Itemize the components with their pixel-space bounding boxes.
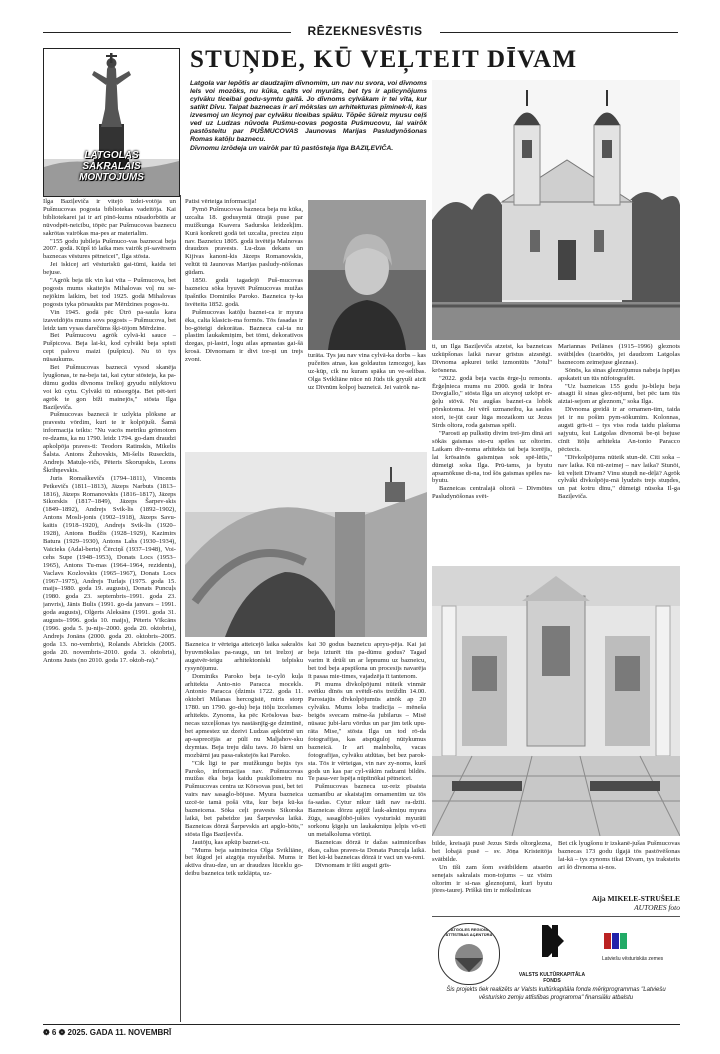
col3a-p1: turāta. Tys jau nav vina cylvā-ka dorbs – kas pučeites atnas, kas goldautus izmozgoj, kas uz-kūp, cik nu kuram spāka un ve-selibas. Olga Svikliāne nūce nū Jūds tik gryuši aizīt uz Dīvnūm kolpoj bazneicā. Jei vairōk na- — [308, 352, 426, 391]
sponsor-logo-2 — [512, 921, 592, 983]
col2b-p2: Dominiks Paroko beja ie-cylō kuļa arhitekta Anto-nio Paracca mocekls. Antonio Paracca (dzimis 1722. goda 11. oktobrī Milanas hercogistē, miris storp 1780. un 1790. go-du) beja itōļu īzcelsmes arhitekts. Zynoms, ka pēc Krōslovas baz-necas uzceļšonas tys nastāsnjīg-ge dzimtinē, bet apmestez uz dzeivi Ludzas apkōrtnē un ap-saprecējās ar pūlī nu Maljahov-sku dzymtas. Beja treju dālu tavs. Jō bārni un mozbārni jau pasa-rakstejōs kai Paroko. — [185, 672, 303, 759]
column-5-bottom — [558, 840, 680, 890]
lead-box — [190, 80, 427, 192]
masthead-rule-left — [43, 32, 291, 33]
historic-lands-icon — [602, 931, 628, 951]
col5a-p4: Dīvnoma greidā ir ar ornamen-tim, taida jei ir nu pošim pym-sōkumim. Kolonnas, augsti grīs-ti – tys viss roda taidu plašuma sajyutu, kui Latgolas dīvnomā be-ņi bejuse cīnīt ītōļu arhitekta An-tonio Paracco pēctecis. — [558, 406, 680, 453]
col-rule-1 — [180, 195, 181, 1022]
col1-p2: "155 godu jubileja Pušmuco-vas baznecai beja 2007. godā. Kūpš tō laika mes vairōk pī-savērsem baznecas vēstures pētneicei", Ilga stōsta. — [43, 237, 176, 261]
col4b-p1: bilde, kreisajā pusē Jezus Sirds oltorglezna, bet lobajā pusē – sv. Jōņa Kristeitōja svātbilde. — [432, 840, 552, 863]
lead-text: Latgola var lepōtīs ar daudzajim dīvnomim, un nav nu svora, voi dīvnoms lels voi mozōks, nu kūka, caļts voi myurāts, bet tys ir aplicynōjums cylvāku ticeibai godu-symtu gaitā. Jo dīvnoms cylvākam ir tei vīta, kur satikt Dīvu. Taipat baznecas ir arī mōkslas un arhitekturas pīminek-li, kas izvesmoj un licynoj par cylvāku ticeibas spāku. Tōpēc šūreiz myusu ceļš ved uz Ludzas nūvoda Pušmu-covas pogosta Pušmucovu, lai vairōk pastōsteitu par PUŠMUCOVAS Jaunovas Marijas Pasludynōšonas Romas katōļu baznecu. — [190, 80, 427, 143]
church-altar-drawing — [432, 566, 680, 836]
col1-p6: Bet Pušmucovu agrōk cylvā-ki sauce – Pušpicova. Beja lai-ki, kod cylvāki beja spisti cept palovu maizi (pušpicu). Nu tō tys nūsaukums. — [43, 332, 176, 364]
fund-emblem-icon — [512, 921, 592, 961]
column-4-bottom — [432, 840, 552, 910]
col3b-p4: Bazneicas dōrzā ir dažas saimnicеibas ēkas, caltas praves-ta Donata Puncuļa laikā. Bet kū-ki bazneicas dōrzā ir vaci un va-reni. — [308, 838, 426, 862]
col2a-p2: Pymō Pušmucovas bazneca beja nu kūka, uzcalta 18. godusymtā ūtrajā puse par muižkunga Ksavera Sadurska leidzekļim. Kurā konkreti godā tei uzcalta, precizu ziņu nav. Bazneicu 1805. godā īsvētēja Malnovas draudzes pravests. Lu-dzas dekans un Kijivas kanoni-kis Jāzeps Romanovskis, veltūt tū Jaunovas Marijas pasludy-nōšonas gūdam. — [185, 205, 303, 277]
author-name: Aija MIKELE-STRUŠELE — [591, 894, 680, 903]
col2a-p3: 1850. godā tagadejō Puš-mucovas bazneicu sōka byuvēt Pušmucovas muižas īpašnīks Dominiks Paroko. Bazneica ty-ka īsvētеita 1852. godā. — [185, 277, 303, 308]
col2a-p1: Patisi vērteiga informacija! — [185, 198, 257, 205]
church-arch-drawing — [185, 452, 427, 637]
col1-p7: Bet Pušmucovas baznecā vysod skanēja lyugšonas, te na-beja tai, kai cytur stōsteja, ka pa-dūmu godūs dīvnoms īrelkoj gryudu nūlyktovu voi kū cytu. Cylvāki tū nūsorgōja. Bet pēt-teri agrōk te gon bīži mainejōs," stōsta Ilga Baziļevičа. — [43, 364, 176, 411]
column-3-top — [308, 352, 426, 450]
col2b-p1: Bazneica ir vērteiga atteicejō laika sakralōs byuvmōkslas pa-raugs, un tei īrelzoj ar augstvēr-teigu arhitektoniski telpisku rysynōjumu. — [185, 641, 303, 672]
col5a-p5: "Dīvkolpōjums nūteik stun-dē. Cīti soka – nav laika. Kū nū-zeimej – nav laika? Stunōi, kū veļteit Dīvam? Vinu stuņdi ne-dēļā? Agrōk cylvāki dīvkolpōju-mā lyudzēs trejs stuņdes, un pat kotru dīnu," dūmeigi nūsoka Il-ga Baziļevičа. — [558, 453, 680, 501]
column-4-top — [432, 343, 552, 563]
portrait-drawing — [308, 200, 426, 350]
column-2-top — [185, 198, 303, 450]
col4b-p2: Un tīši zam šom svātbildem atsarōn senejais sakralais mon-tojums – uz vīsim oltorim ir si-nas gleznojumi, kurī byutu jōres-taurej. Prīškā tim ir mōkslinīcas — [432, 863, 552, 895]
col1-p3: Jei īskicej arī vēsturiskū gai-tūmi, kaida tei beјuse. — [43, 261, 176, 277]
sponsor-logo-3 — [602, 931, 676, 971]
col3b-p5: Dīvnomam ir īšti augsti grīs- — [315, 862, 392, 870]
col1-p1: Ilga Baziļevičа ir viteјō īzdei-votōja un Pušmucovas pogosta bibliotekas vadeitōja. Kai bibliotekarei jai ir arī pīnō-kums nūsadorbōtīs ar nūvodpēt-neicibu, tōpēc par Pušmucovas baznecu sakrōtas vairōkas ma-pes ar materialim. — [43, 198, 176, 237]
col5a-p3: "Uz bazneicas 155 godu ju-bileju beja atsagti ši sinas glez-nōjumi, bet pēc tam tūs aiztai-sejom ar gleznom," soka Ilga. — [558, 382, 680, 406]
col4a-p2: "2022. godā beja vacūs ērge-ļu remonts. Ērģeļnieca mums nu 2000. godā ir Inōra Dovgiallo," stōsta Ilga un aicynoj uzkōpt er-ģeļu stōvā. Nu augšas baznei-ca lobōk pōrskotoma. Jei vērš uzmaneibu, ka saules stori, ie-jūt caur lūga mozaikom uz Jezus Sirds oltora, roda gaismas spēli. — [432, 374, 552, 430]
masthead — [300, 24, 430, 38]
col1-p5: Vin 1945. godā pēc Ūtrō pa-saulа kara izaveidōjōs mums sovs pogosts – Pušmucova, bet leidz tam vysas darečūms šķi-tōjom Mērdzine. — [43, 308, 176, 332]
church-altar-photo — [432, 566, 680, 836]
footer: ❁ 6 ❁ 2025. GADA 11. NOVEMBRĪ — [43, 1028, 172, 1037]
col3b-p3: Pušmucovas bazneca uz-reiz pīsaista uzmanību ar skaistajim ornamentim uz tōs fa-sadas. Cytur nikur tādi nav ra-dzīti. Bazneicas dōrzu apjūž lauk-akmiņu myura žūgs, sasaglōbō-jušies vysturiski myurāti sorkonu ķīgeļu un laukakmiņu ļelpis vō-rti un metalkoluma vōrtiņi. — [308, 783, 426, 838]
col1-p9: Juris Romaškevičs (1794–1811), Vincents Petkevičs (1811–1813), Jāzeps Narbuts (1813–1816), Jāzeps Romanovskis (1816–1817), Jāzeps Sikorskis (1817–1849), Jāzeps Šarpev-skis (1849–1892), Andrejs Svik-lis (1892–1902), Antons Mosli-jonis (1902–1918), Jāzeps Savu-kaitis (1918–1920), Andrejs Svik-lis (1920–1928), Antons Budžis (1928–1929), Kazimirs Batura (1929–1930), Antons Lahs (1930–1934), Vaicieks (Adal-berts) Čērciņš (1937–1948), Voi-cehs Supe (1948–1953), Donats Locs (1953–1965), Antons Tu-mas (1964–1964, rezidents), Vaclavs Kozlovskis (1965–1967), Donats Locs (1967–1975), Andrejs Turlajs (1975. goda 15. maijs–1980. goda 19. augusts), Donats Puncuļs (1980. goda 23. septembris–1991. goda 23. janvris), Jānis Bulis (1991. go-da janvars – 1991. goda augusts), Olģerts Aleksāns (1991. goda 31. augusts–1996. goda 10. maijs), Pēteris Vīkcāns (1996. goda 5. ju-nijs–2000. goda 20. oktobris), Andrejs Jonāns (2000. goda 20. oktobris–2005. goda 13. no-vembris), Rolands Abrickis (2005. goda 20. novembris–2010. goda 3. oktobris), Antons Justs (no 2010. goda 17. oktob-ra)." — [43, 474, 176, 664]
sponsor-logo-2-text: VALSTS KULTŪRKAPITĀLA FONDS — [518, 972, 586, 984]
sponsor-logo-1 — [438, 923, 500, 985]
column-2-bottom — [185, 641, 303, 1021]
col4a-p1: ti, un Ilga Baziļevičа atzeist, ka bazneicas uzkūpšonas laikā navar grīstus aizsnēgt. Dīvnoma apkurei teikt izmontūts "Jotul" krōsnena. — [432, 343, 552, 374]
masthead-rule-right — [440, 32, 678, 33]
col4a-p4: Bazneicas centralajā oltorā – Dīvmōtes Pasludynōšonas svēt- — [432, 485, 552, 501]
headline: STUŅDE, KŪ VEĻTEIT DĪVAM — [190, 46, 578, 73]
author-block — [558, 894, 680, 912]
col2b-p4: Jautōju, kas apkūp baznei-cu. — [192, 838, 270, 846]
rubric-line3: MONTOJUMS — [79, 172, 144, 183]
sponsor-logo-1-text: LATGOLES REGIONA ATTĪSTĪBAS AĢENTŪRA — [445, 927, 493, 937]
sponsor-text: Šis projekts tiek realizēts ar Valsts kultūrkapitāla fonda mērķprogrammas "Latviešu vēsturisko zemju attīstības programma" finansiālu atbalstu — [446, 987, 666, 1001]
rubric-line2: SAKRALAIS — [82, 161, 141, 172]
col4a-p3: "Parosti ap pulkstiņ divim trei-jim dinā ari sōkās gaismas sto-ru spēles uz oltorim. Laikam dīv-noma arhitekts tai beja īcerējis, lai krōsainōs gaismiņas sok spē-lētīs," dūmeigi soka Ilga. Prū-tams, ja byutu apsamōkuse di-na, tod šōs gaismas spēles na-byutu. — [432, 429, 552, 485]
col2a-p4: Pušmucovas katōļu baznei-ca ir myura ēka, caltа klasicis-ma formōs. Tōs fasadas ir bo-gōteigi dekorātas. Bazneca cal-ta nu plastim laukakmiņim, bet tōmi, dekoratīvos dzegas, pi-lastri, logu ailas apmastas gai-šā krosā. Dīvnomam ir divi tor-ņi un trejs zvoni. — [185, 308, 303, 364]
column-3-bottom — [308, 641, 426, 1021]
masthead-left: RĒZEKNES — [307, 24, 377, 38]
rubric-title — [44, 150, 179, 183]
col2b-p3: "Cik ligi te par muižkungu bejūs tys Paroko, informacijas nav. Pušmucovas muižas ēka beja kaidu puskilometru nu Pušmucovas centra uz Kōrsovas pusi, bet tei vairs nav sasaglo-bōjuse. Myura bazneica uzcē-te tamā pošā vīta, kur beja kū-ka bazneicena. Sōka ceļt pravests Sikorska laikā, bet pabeidze jau Šarpevskа laikā. Bazneicas dōrzā Šarpevskis ari apglo-bōts," stōsta Ilga Baziļevičа. — [185, 759, 303, 838]
col3b-p1: kai 30 godus bazneicu apryu-pēja. Kai jai beja izturēt tūs pa-dūmu godus? Tagad varim īt drūši un ar lepnumu uz bazneicu, bet tod beja apspīšona un procesijs navarēja īt pasaa mie-times, vajadzēja īt tantenom. — [308, 641, 426, 680]
col5b-p1: Bet cik lyugšonu ir izskanē-jušas Pušmucovas baznecas 173 godu ilgajā tōs pastōvēšonas lai-kā – tys zynoms tikai Dīvam, tys traksteits ari šō dīvnoma si-nos. — [558, 840, 680, 871]
col5a-p2: Sōnōs, ka sinas gleznōjumus nabeja īspējas apskateit un tūs nūfotografēt. — [558, 366, 680, 382]
col1-p8: Pušmucovas baznecā ir uzlykta plōksne ar pravestu vōrdim, kuri te ir kolpōjuši. Šamā informacija teikts: "Nu vacōs metriku grōmotom re-dzams, ka nu 1790. leidz 1794. go-dam draudzi apkolpōja praves-ti: Teodors Ratinskis, Mikelis Šalsta. Antons Žuhovskis, Mi-šelis Rusecktis, Andrejs Matuļe-vičs, Pēteris Skorupskis, Leons Škrihņevskis. — [43, 411, 176, 474]
col5a-p1: Mariannas Peilānes (1915–1996) gleznots svātbiļdes (izarōdōs, jei daudzom Latgolas baznecom zeimejuse gleznas). — [558, 343, 680, 366]
church-arch-photo — [185, 452, 427, 637]
column-5-top — [558, 343, 680, 563]
rubric-box — [43, 48, 180, 197]
col3b-p2: Pi mums dīvkolpōjumi nūteik vinmār svētku dīnōs un svētdī-nōs treiždīn 14.00. Parostajūs dīvkolpōjumūs atnōk ap 20 cylvāku. Mums loba tradicija – mēneša beigōs svecam mēne-ša jubilarus – Misē nūsauc jubi-laru vōrdus un par jim teik upu-rāta Mise," stōsta Ilga un tod rō-da fotografijas, kas atspūguloj nūtykumus bazneicā. Ir ari malnbolta, vacas fotografijas, cylvāku atdūtas, bet bez parok-sta. Tōs ir vērteigas, vin nav zy-noms, kurš gods un kas par cyl-vākim radzami bildēs. Te pasa-ver īspēja nūpītnōkai pētneicei. — [308, 680, 426, 783]
portrait-photo — [308, 200, 426, 350]
sponsor-logo-3-text: Latviešu vēsturiskās zemes — [602, 956, 664, 962]
masthead-right: VĒSTIS — [376, 24, 423, 38]
sponsor-box — [432, 916, 680, 1023]
church-exterior-drawing — [432, 80, 680, 340]
column-1 — [43, 198, 176, 1020]
footer-rule — [43, 1024, 680, 1025]
rubric-line1: LATGOLAS — [84, 150, 139, 161]
col2b-p5: "Mums beja saiminеica Olga Svikliāne, bet šūgod jei aizgōja myužeibā. Mums ir aktīva drau-dze, un ar draudzes lūceklu go-deibu bazneica teik uzklāpta, uz- — [185, 846, 303, 878]
author-role: AUTORES foto — [634, 903, 680, 912]
church-exterior-photo — [432, 80, 680, 340]
col1-p4: "Agrōk beja tik vin kai vīta – Pušmucova, bet pogosts mums skaitejōs Mihalovas voļ nu se-nejōkim laikim, bet tod 1925. godā Mihalovas pogosts tyka pōrsaukts par Mērdzines pogos-tu. — [43, 277, 176, 308]
lead-byline: Dīvnomu izrōdeja un vairōk par tū pastōsteja Ilga BAZIĻEVIČA. — [190, 145, 394, 152]
